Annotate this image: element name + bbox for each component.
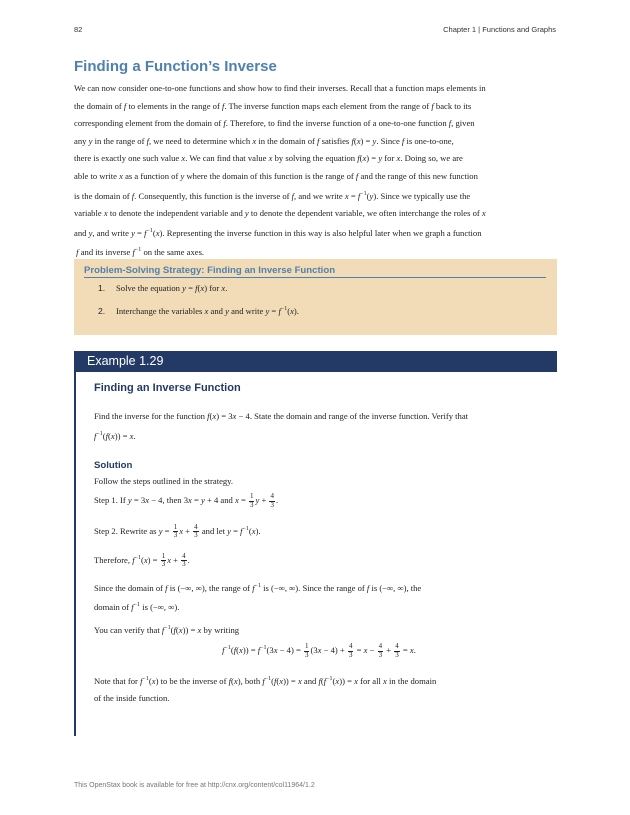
intro-line: able to write x as a function of y where the domain of this function is the range of f and the range of this new function — [74, 170, 478, 181]
verify-equation: $f^{-1}(f(x)) = f^{-1}(3x - 4)$ = $\frac{1}{3}$ (3x − 4) + $\frac{4}{3}$ = x − $\frac{4}{3}$ + $\frac{4}{3}$ = x. — [222, 642, 416, 659]
section-title: Finding a Function’s Inverse — [74, 58, 277, 75]
intro-line: variable x to denote the independent variable and y to denote the dependent variable, we often interchange the roles of x — [74, 208, 486, 219]
solution-follow: Follow the steps outlined in the strategy. — [94, 476, 234, 486]
solution-verify: You can verify that $f^{-1}(f(x)) = x$ by writing — [94, 624, 240, 635]
example-border — [74, 372, 76, 736]
chapter-header: Chapter 1 | Functions and Graphs — [443, 25, 556, 34]
solution-step-2: Step 2. Rewrite as y = $\frac{1}{3}$ x + $\frac{4}{3}$ and let $y = f^{-1}(x)$. — [94, 522, 261, 540]
strategy-step-2: 2. Interchange the variables x and y and write $y = f^{-1}(x)$. — [98, 306, 299, 316]
strategy-box — [74, 259, 557, 335]
example-label: Example 1.29 — [87, 354, 164, 368]
intro-line: and y, and write $y = f^{-1}(x)$. Representing the inverse function in this way is also helpful later when we graph a function — [74, 227, 482, 238]
intro-paragraph — [74, 80, 557, 262]
intro-line: is the domain of f. Consequently, this function is the inverse of f, and we write $x = f^{-1}(y)$. Since we typically use the — [74, 190, 471, 201]
strategy-title: Problem-Solving Strategy: Finding an Inverse Function — [84, 265, 546, 278]
intro-line: any y in the range of f, we need to determine which x in the domain of f satisfies f(x) = y. Since f is one-to-one, — [74, 135, 454, 146]
intro-line: We can now consider one-to-one functions and show how to find their inverses. Recall that a function maps elements in — [74, 83, 486, 93]
solution-label: Solution — [94, 460, 133, 471]
footer-note: This OpenStax book is available for free at http://cnx.org/content/col11964/1.2 — [74, 782, 315, 789]
solution-step-1: Step 1. If y = 3x − 4, then 3x = y + 4 and x = $\frac{1}{3}$ y + $\frac{4}{3}$ . — [94, 492, 279, 509]
intro-line: the domain of f to elements in the range of f. The inverse function maps each element from the range of f back to its — [74, 100, 472, 111]
solution-therefore: Therefore, $f^{-1}(x)$ = $\frac{1}{3}$ x + $\frac{4}{3}$ . — [94, 551, 190, 569]
example-header — [74, 351, 557, 372]
intro-line: f and its inverse $f^{-1}$ on the same axes. — [76, 246, 205, 257]
example-subtitle: Finding an Inverse Function — [94, 382, 241, 394]
example-question: Find the inverse for the function f(x) = 3x − 4. State the domain and range of the inverse function. Verify that $f^{-1}(f(x)) = x$. — [94, 411, 469, 441]
strategy-step-1: 1. Solve the equation y = f(x) for x. — [98, 283, 228, 293]
intro-line: there is exactly one such value x. We can find that value x by solving the equation f(x) = y for x. Doing so, we are — [74, 153, 463, 164]
solution-note: Note that for $f^{-1}(x)$ to be the inverse of f(x), both $f^{-1}(f(x)) = x$ and $f(f^{-1}(x)) = x$ for all x in the domain of the inside function. — [94, 675, 437, 704]
solution-domain: Since the domain of f is (−∞, ∞), the range of $f^{-1}$ is (−∞, ∞). Since the range of f is (−∞, ∞), the domain of $f^{-1}$ is (−∞, ∞). — [94, 582, 422, 613]
page-number: 82 — [74, 25, 83, 34]
intro-line: corresponding element from the domain of f. Therefore, to find the inverse function of a one-to-one function f, given — [74, 118, 475, 129]
